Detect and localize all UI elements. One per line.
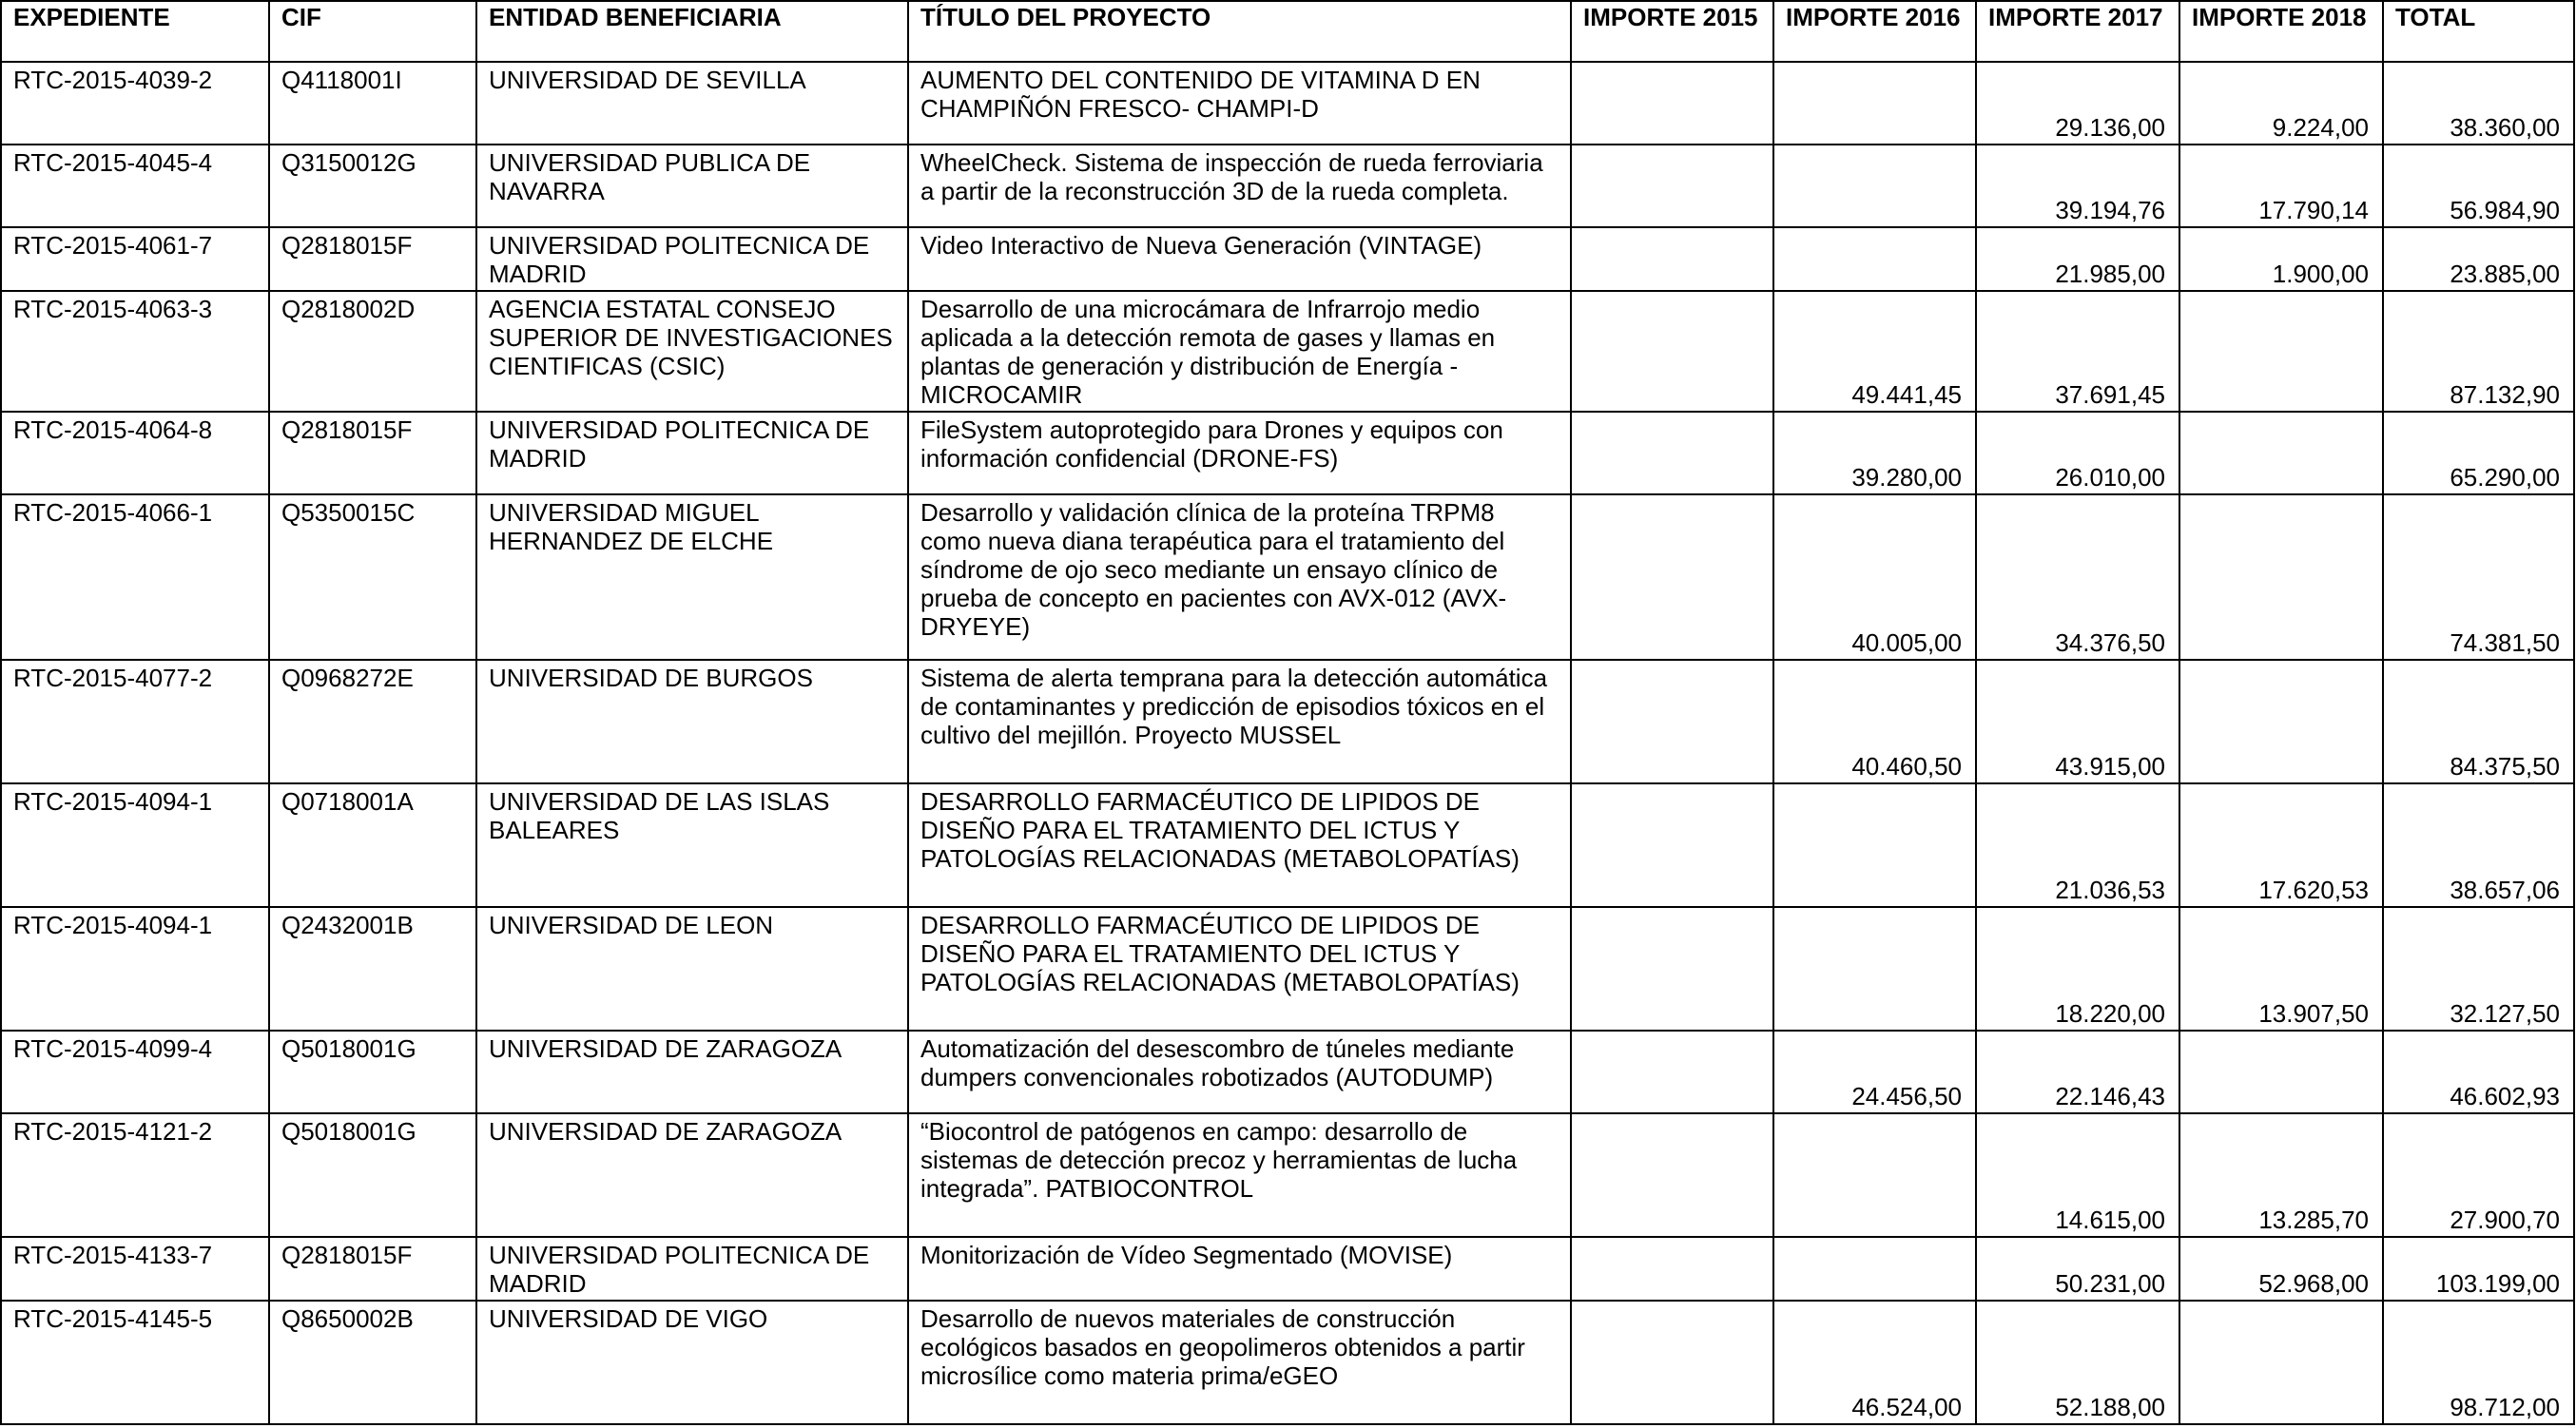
cell-importe-2015 bbox=[1571, 227, 1773, 291]
header-expediente: EXPEDIENTE bbox=[1, 1, 269, 62]
cell-cif: Q0718001A bbox=[269, 783, 476, 907]
cell-total: 38.360,00 bbox=[2383, 62, 2574, 145]
cell-titulo: Desarrollo de una microcámara de Infrarrojo medio aplicada a la detección remota de gases y llamas en plantas de generación y distribución de Energía - MICROCAMIR bbox=[908, 291, 1571, 412]
cell-cif: Q5018001G bbox=[269, 1031, 476, 1113]
table-row bbox=[1, 1031, 2574, 1113]
cell-entidad: UNIVERSIDAD DE BURGOS bbox=[476, 660, 908, 783]
cell-importe-2015 bbox=[1571, 412, 1773, 494]
cell-importe-2016: 24.456,50 bbox=[1773, 1031, 1976, 1113]
cell-entidad: UNIVERSIDAD POLITECNICA DE MADRID bbox=[476, 227, 908, 291]
cell-total: 103.199,00 bbox=[2383, 1237, 2574, 1301]
header-titulo: TÍTULO DEL PROYECTO bbox=[908, 1, 1571, 62]
cell-importe-2016: 40.460,50 bbox=[1773, 660, 1976, 783]
cell-importe-2015 bbox=[1571, 62, 1773, 145]
cell-cif: Q3150012G bbox=[269, 145, 476, 227]
cell-expediente: RTC-2015-4094-1 bbox=[1, 907, 269, 1031]
cell-total: 46.602,93 bbox=[2383, 1031, 2574, 1113]
cell-titulo: Automatización del desescombro de túneles mediante dumpers convencionales robotizados (AUTODUMP) bbox=[908, 1031, 1571, 1113]
cell-importe-2017: 21.985,00 bbox=[1976, 227, 2179, 291]
cell-cif: Q4118001I bbox=[269, 62, 476, 145]
cell-titulo: Sistema de alerta temprana para la detección automática de contaminantes y predicción de episodios tóxicos en el cultivo del mejillón. Proyecto MUSSEL bbox=[908, 660, 1571, 783]
cell-total: 65.290,00 bbox=[2383, 412, 2574, 494]
table-row bbox=[1, 783, 2574, 907]
cell-importe-2017: 26.010,00 bbox=[1976, 412, 2179, 494]
cell-expediente: RTC-2015-4064-8 bbox=[1, 412, 269, 494]
cell-importe-2017: 39.194,76 bbox=[1976, 145, 2179, 227]
table-row bbox=[1, 412, 2574, 494]
cell-total: 74.381,50 bbox=[2383, 494, 2574, 660]
cell-importe-2017: 52.188,00 bbox=[1976, 1301, 2179, 1424]
cell-importe-2016 bbox=[1773, 145, 1976, 227]
cell-importe-2016: 40.005,00 bbox=[1773, 494, 1976, 660]
cell-cif: Q2818015F bbox=[269, 227, 476, 291]
table-body bbox=[1, 62, 2574, 1424]
table-row bbox=[1, 227, 2574, 291]
cell-importe-2017: 21.036,53 bbox=[1976, 783, 2179, 907]
cell-titulo: Desarrollo de nuevos materiales de construcción ecológicos basados en geopolimeros obtenidos a partir microsílice como materia prima/eGEO bbox=[908, 1301, 1571, 1424]
cell-importe-2016 bbox=[1773, 1237, 1976, 1301]
cell-importe-2018 bbox=[2179, 660, 2383, 783]
header-cif: CIF bbox=[269, 1, 476, 62]
cell-entidad: AGENCIA ESTATAL CONSEJO SUPERIOR DE INVESTIGACIONES CIENTIFICAS (CSIC) bbox=[476, 291, 908, 412]
cell-importe-2017: 18.220,00 bbox=[1976, 907, 2179, 1031]
cell-importe-2015 bbox=[1571, 1113, 1773, 1237]
cell-entidad: UNIVERSIDAD DE ZARAGOZA bbox=[476, 1031, 908, 1113]
cell-importe-2017: 43.915,00 bbox=[1976, 660, 2179, 783]
cell-expediente: RTC-2015-4145-5 bbox=[1, 1301, 269, 1424]
cell-total: 84.375,50 bbox=[2383, 660, 2574, 783]
cell-importe-2017: 50.231,00 bbox=[1976, 1237, 2179, 1301]
cell-importe-2016 bbox=[1773, 62, 1976, 145]
cell-importe-2016 bbox=[1773, 227, 1976, 291]
cell-importe-2015 bbox=[1571, 1301, 1773, 1424]
cell-entidad: UNIVERSIDAD DE LAS ISLAS BALEARES bbox=[476, 783, 908, 907]
cell-entidad: UNIVERSIDAD DE ZARAGOZA bbox=[476, 1113, 908, 1237]
cell-cif: Q5018001G bbox=[269, 1113, 476, 1237]
cell-expediente: RTC-2015-4066-1 bbox=[1, 494, 269, 660]
cell-expediente: RTC-2015-4099-4 bbox=[1, 1031, 269, 1113]
cell-cif: Q5350015C bbox=[269, 494, 476, 660]
table-row bbox=[1, 1301, 2574, 1424]
cell-importe-2017: 29.136,00 bbox=[1976, 62, 2179, 145]
cell-importe-2018: 13.285,70 bbox=[2179, 1113, 2383, 1237]
table-row bbox=[1, 145, 2574, 227]
cell-importe-2015 bbox=[1571, 907, 1773, 1031]
cell-importe-2018 bbox=[2179, 1301, 2383, 1424]
cell-entidad: UNIVERSIDAD DE VIGO bbox=[476, 1301, 908, 1424]
cell-total: 56.984,90 bbox=[2383, 145, 2574, 227]
cell-titulo: DESARROLLO FARMACÉUTICO DE LIPIDOS DE DISEÑO PARA EL TRATAMIENTO DEL ICTUS Y PATOLOGÍAS RELACIONADAS (METABOLOPATÍAS) bbox=[908, 907, 1571, 1031]
header-importe-2017: IMPORTE 2017 bbox=[1976, 1, 2179, 62]
cell-importe-2018: 9.224,00 bbox=[2179, 62, 2383, 145]
cell-total: 27.900,70 bbox=[2383, 1113, 2574, 1237]
cell-entidad: UNIVERSIDAD DE LEON bbox=[476, 907, 908, 1031]
cell-importe-2016: 39.280,00 bbox=[1773, 412, 1976, 494]
cell-titulo: Video Interactivo de Nueva Generación (VINTAGE) bbox=[908, 227, 1571, 291]
cell-expediente: RTC-2015-4061-7 bbox=[1, 227, 269, 291]
cell-importe-2017: 14.615,00 bbox=[1976, 1113, 2179, 1237]
table-row bbox=[1, 494, 2574, 660]
cell-importe-2018 bbox=[2179, 412, 2383, 494]
cell-cif: Q2818015F bbox=[269, 412, 476, 494]
cell-cif: Q2818015F bbox=[269, 1237, 476, 1301]
cell-titulo: Desarrollo y validación clínica de la proteína TRPM8 como nueva diana terapéutica para el tratamiento del síndrome de ojo seco mediante un ensayo clínico de prueba de concepto en pacientes con AVX-012 (AVX-DRYEYE) bbox=[908, 494, 1571, 660]
cell-total: 32.127,50 bbox=[2383, 907, 2574, 1031]
cell-entidad: UNIVERSIDAD DE SEVILLA bbox=[476, 62, 908, 145]
cell-importe-2015 bbox=[1571, 783, 1773, 907]
cell-importe-2015 bbox=[1571, 1031, 1773, 1113]
cell-importe-2018: 52.968,00 bbox=[2179, 1237, 2383, 1301]
cell-importe-2016 bbox=[1773, 1113, 1976, 1237]
cell-cif: Q2818002D bbox=[269, 291, 476, 412]
cell-expediente: RTC-2015-4063-3 bbox=[1, 291, 269, 412]
cell-importe-2015 bbox=[1571, 660, 1773, 783]
table-row bbox=[1, 1237, 2574, 1301]
table-row bbox=[1, 62, 2574, 145]
header-row bbox=[1, 1, 2574, 62]
cell-cif: Q8650002B bbox=[269, 1301, 476, 1424]
cell-entidad: UNIVERSIDAD POLITECNICA DE MADRID bbox=[476, 412, 908, 494]
cell-entidad: UNIVERSIDAD POLITECNICA DE MADRID bbox=[476, 1237, 908, 1301]
header-importe-2016: IMPORTE 2016 bbox=[1773, 1, 1976, 62]
cell-expediente: RTC-2015-4039-2 bbox=[1, 62, 269, 145]
cell-titulo: WheelCheck. Sistema de inspección de rueda ferroviaria a partir de la reconstrucción 3D de la rueda completa. bbox=[908, 145, 1571, 227]
cell-expediente: RTC-2015-4045-4 bbox=[1, 145, 269, 227]
header-entidad: ENTIDAD BENEFICIARIA bbox=[476, 1, 908, 62]
cell-cif: Q0968272E bbox=[269, 660, 476, 783]
cell-expediente: RTC-2015-4121-2 bbox=[1, 1113, 269, 1237]
cell-importe-2018: 1.900,00 bbox=[2179, 227, 2383, 291]
cell-importe-2015 bbox=[1571, 291, 1773, 412]
cell-expediente: RTC-2015-4133-7 bbox=[1, 1237, 269, 1301]
cell-importe-2016: 49.441,45 bbox=[1773, 291, 1976, 412]
cell-total: 38.657,06 bbox=[2383, 783, 2574, 907]
cell-importe-2016 bbox=[1773, 907, 1976, 1031]
header-importe-2018: IMPORTE 2018 bbox=[2179, 1, 2383, 62]
table-row bbox=[1, 291, 2574, 412]
cell-importe-2015 bbox=[1571, 1237, 1773, 1301]
cell-importe-2017: 22.146,43 bbox=[1976, 1031, 2179, 1113]
header-importe-2015: IMPORTE 2015 bbox=[1571, 1, 1773, 62]
cell-titulo: “Biocontrol de patógenos en campo: desarrollo de sistemas de detección precoz y herramientas de lucha integrada”. PATBIOCONTROL bbox=[908, 1113, 1571, 1237]
cell-importe-2018: 17.620,53 bbox=[2179, 783, 2383, 907]
cell-importe-2018: 13.907,50 bbox=[2179, 907, 2383, 1031]
cell-total: 87.132,90 bbox=[2383, 291, 2574, 412]
cell-importe-2018 bbox=[2179, 1031, 2383, 1113]
cell-titulo: Monitorización de Vídeo Segmentado (MOVISE) bbox=[908, 1237, 1571, 1301]
cell-entidad: UNIVERSIDAD MIGUEL HERNANDEZ DE ELCHE bbox=[476, 494, 908, 660]
cell-importe-2017: 37.691,45 bbox=[1976, 291, 2179, 412]
table-row bbox=[1, 1113, 2574, 1237]
cell-importe-2016 bbox=[1773, 783, 1976, 907]
cell-importe-2018 bbox=[2179, 494, 2383, 660]
cell-cif: Q2432001B bbox=[269, 907, 476, 1031]
cell-expediente: RTC-2015-4077-2 bbox=[1, 660, 269, 783]
cell-importe-2015 bbox=[1571, 494, 1773, 660]
header-total: TOTAL bbox=[2383, 1, 2574, 62]
cell-expediente: RTC-2015-4094-1 bbox=[1, 783, 269, 907]
table-row bbox=[1, 660, 2574, 783]
cell-importe-2018 bbox=[2179, 291, 2383, 412]
cell-titulo: DESARROLLO FARMACÉUTICO DE LIPIDOS DE DISEÑO PARA EL TRATAMIENTO DEL ICTUS Y PATOLOGÍAS RELACIONADAS (METABOLOPATÍAS) bbox=[908, 783, 1571, 907]
cell-total: 98.712,00 bbox=[2383, 1301, 2574, 1424]
table-row bbox=[1, 907, 2574, 1031]
cell-importe-2015 bbox=[1571, 145, 1773, 227]
cell-titulo: AUMENTO DEL CONTENIDO DE VITAMINA D EN CHAMPIÑÓN FRESCO- CHAMPI-D bbox=[908, 62, 1571, 145]
cell-importe-2017: 34.376,50 bbox=[1976, 494, 2179, 660]
cell-entidad: UNIVERSIDAD PUBLICA DE NAVARRA bbox=[476, 145, 908, 227]
cell-titulo: FileSystem autoprotegido para Drones y equipos con información confidencial (DRONE-FS) bbox=[908, 412, 1571, 494]
cell-importe-2016: 46.524,00 bbox=[1773, 1301, 1976, 1424]
cell-importe-2018: 17.790,14 bbox=[2179, 145, 2383, 227]
cell-total: 23.885,00 bbox=[2383, 227, 2574, 291]
